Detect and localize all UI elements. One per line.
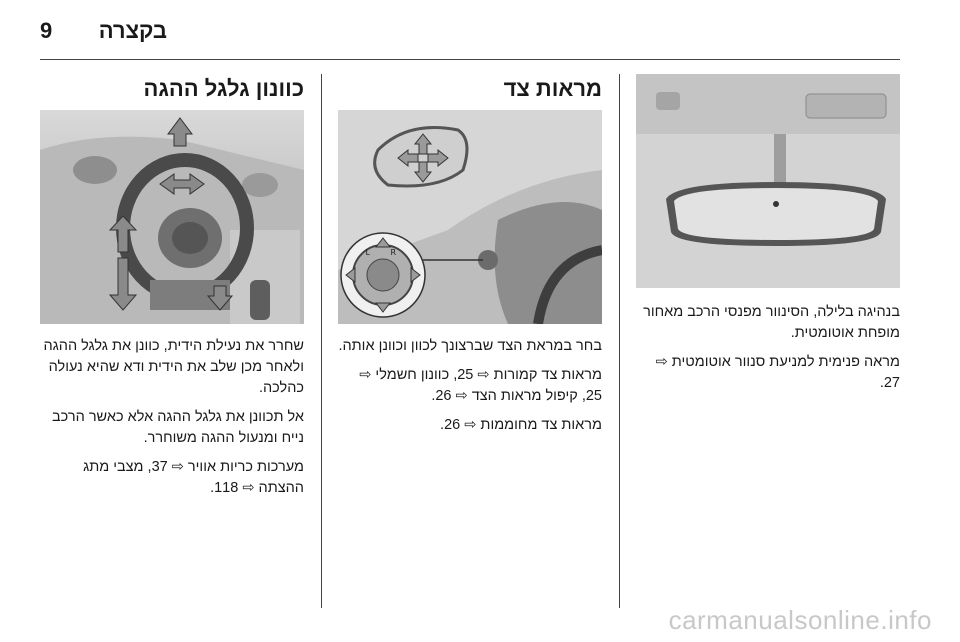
svg-text:R: R xyxy=(390,248,396,257)
steering-heading: כוונון גלגל ההגה xyxy=(143,76,304,101)
mirrors-section xyxy=(338,74,602,444)
column-divider-left xyxy=(321,74,322,608)
mirrors-heading: מראות צד xyxy=(503,76,602,101)
column-divider-right xyxy=(619,74,620,608)
interior-text-1: בנהיגה בלילה, הסינוור מפנסי הרכב מאחור מופחת אוטומטית. xyxy=(643,304,900,341)
svg-text:L: L xyxy=(365,248,370,257)
mirrors-text-1: בחר במראת הצד שברצונך לכוון וכוונן אותה. xyxy=(338,338,602,354)
watermark: carmanualsonline.info xyxy=(668,605,932,635)
mirrors-text-3: מראות צד מחוממות ⇨ 26. xyxy=(440,417,602,433)
interior-mirror-illustration xyxy=(636,74,900,288)
mirrors-text-2: מראות צד קמורות ⇨ 25, כוונון חשמלי ⇨ 25, קיפול מראות הצד ⇨ 26. xyxy=(359,367,602,404)
steering-text-1: שחרר את נעילת הידית, כוונן את גלגל ההגה ולאחר מכן שלב את הידית ודא שהיא נעולה כהלכה. xyxy=(43,338,304,396)
page-number: 9 xyxy=(40,18,53,43)
interior-mirror-section xyxy=(636,74,900,402)
header-rule xyxy=(40,59,900,60)
header-title: בקצרה xyxy=(98,18,167,43)
interior-text-2: מראה פנימית למניעת סנוור אוטומטית ⇨ 27. xyxy=(655,354,900,391)
steering-wheel-illustration xyxy=(40,110,304,324)
side-mirror-illustration xyxy=(338,110,602,324)
steering-text-2: אל תכוונן את גלגל ההגה אלא כאשר הרכב נייח ומנעול ההגה משוחרר. xyxy=(52,409,304,446)
steering-section xyxy=(40,74,304,507)
steering-text-3: מערכות כריות אוויר ⇨ 37, מצבי מתג ההצתה ⇨ 118. xyxy=(83,459,304,496)
